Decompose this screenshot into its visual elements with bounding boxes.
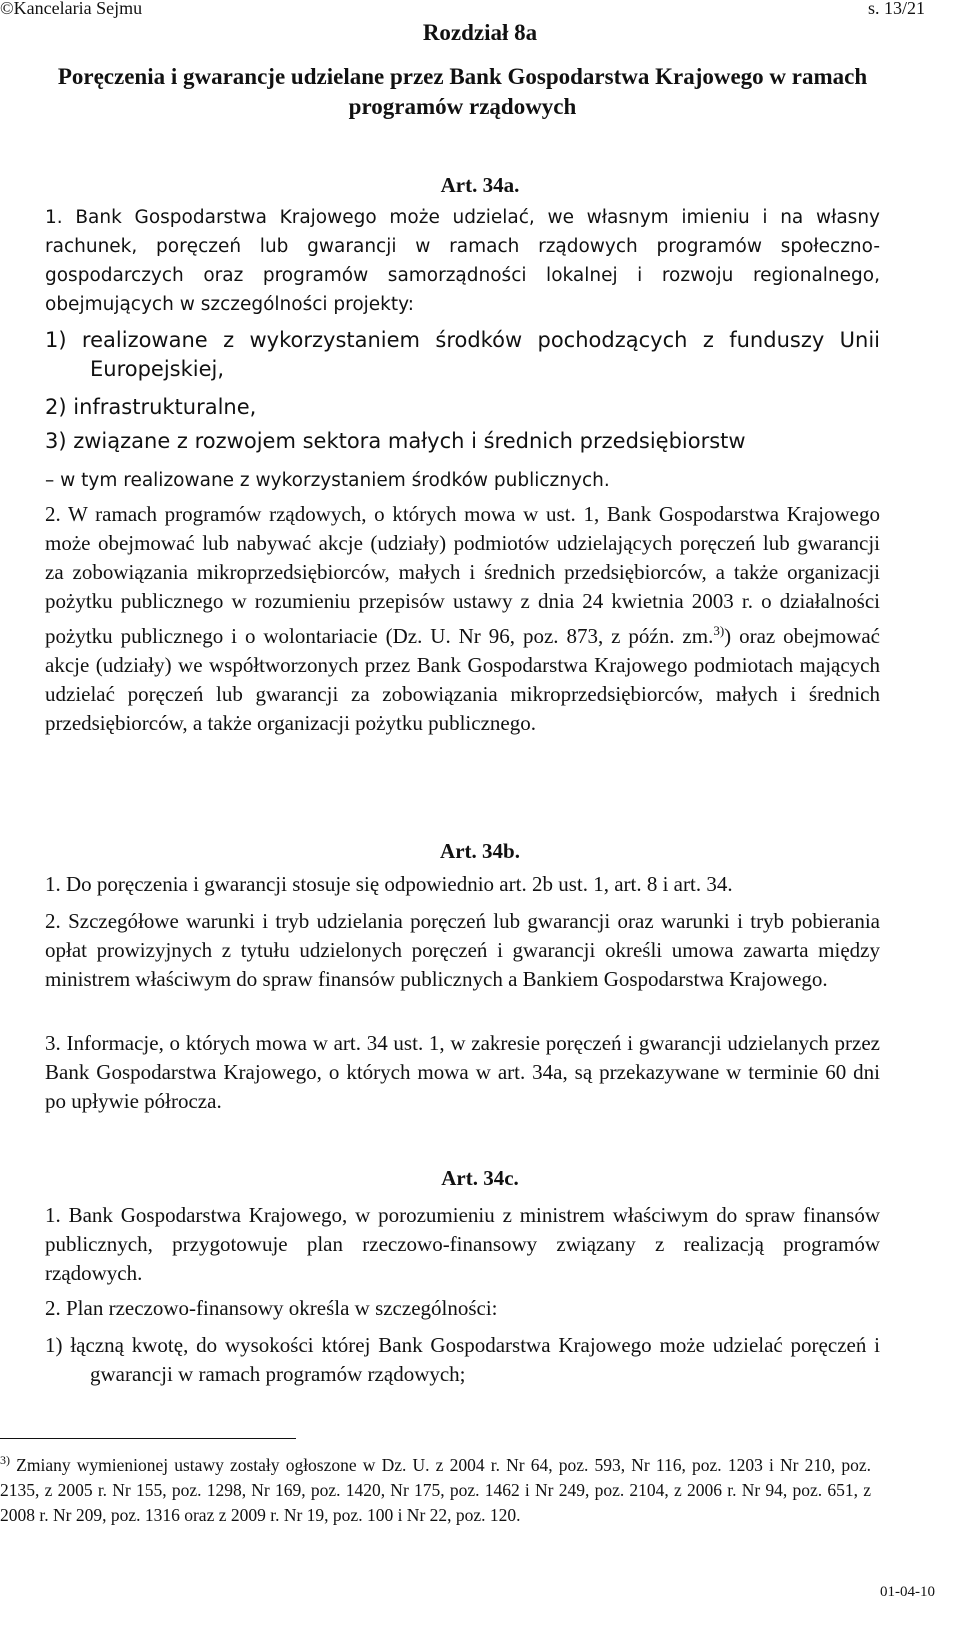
art-34a-item-1-text: 1) realizowane z wykorzystaniem środków pochodzących z funduszy Unii Europejskiej, xyxy=(45,328,880,381)
art-34a-para-1: 1. Bank Gospodarstwa Krajowego może udzielać, we własnym imieniu i na własny rachunek, poręczeń lub gwarancji w ramach rządowych programów społeczno-gospodarczych oraz programów samorządności lokalnej i rozwoju regionalnego, obejmujących w szczególności projekty: xyxy=(45,207,880,315)
art-34b-para-3: 3. Informacje, o których mowa w art. 34 ust. 1, w zakresie poręczeń i gwarancji udzielanych przez Bank Gospodarstwa Krajowego, o których mowa w art. 34a, są przekazywane w terminie 60 dni po upływie półrocza. xyxy=(45,1031,880,1113)
page-number: s. 13/21 xyxy=(867,0,925,18)
document-code: 01-04-10 xyxy=(880,1584,935,1600)
art-34c-heading: Art. 34c. xyxy=(441,1166,519,1190)
art-34a-tail: – w tym realizowane z wykorzystaniem środków publicznych. xyxy=(45,470,610,491)
art-34b-para-1: 1. Do poręczenia i gwarancji stosuje się odpowiednio art. 2b ust. 1, art. 8 i art. 34. xyxy=(45,872,733,896)
art-34a-para-2-a: 2. W ramach programów rządowych, o których mowa w ust. 1, Bank Gospodarstwa Krajowego może obejmować lub nabywać akcje (udziały) podmiotów udzielających poręczeń lub gwarancji za zobowiązania mikroprzedsiębiorców, małych i średnich przedsiębiorców, a także organizacji pożytku publicznego w rozumieniu przepisów ustawy z dnia 24 kwietnia 2003 r. o działalności pożytku publicznego i o wolontariacie (Dz. U. Nr 96, poz. 873, z późn. zm. xyxy=(45,502,880,648)
art-34a-heading: Art. 34a. xyxy=(440,173,520,197)
art-34a-item-1 xyxy=(45,326,880,384)
art-34b-para-2: 2. Szczegółowe warunki i tryb udzielania poręczeń lub gwarancji oraz warunki i tryb pobierania opłat prowizyjnych z tytułu udzielonych poręczeń i gwarancji określi umowa zawarta między ministrem właściwym do spraw finansów publicznych a Bankiem Gospodarstwa Krajowego. xyxy=(45,909,880,991)
art-34a-item-3 xyxy=(45,427,880,456)
art-34a-item-2 xyxy=(45,393,880,422)
chapter-subtitle: Poręczenia i gwarancje udzielane przez Bank Gospodarstwa Krajowego w ramach programów rządowych xyxy=(57,64,868,119)
art-34c-para-1: 1. Bank Gospodarstwa Krajowego, w porozumieniu z ministrem właściwym do spraw finansów publicznych, przygotowuje plan rzeczowo-finansowy związany z realizacją programów rządowych. xyxy=(45,1203,880,1285)
art-34a-para-2 xyxy=(45,500,880,738)
art-34c-para-2: 2. Plan rzeczowo-finansowy określa w szczególności: xyxy=(45,1296,498,1320)
art-34a-item-3-text: 3) związane z rozwojem sektora małych i średnich przedsiębiorstw xyxy=(45,429,746,453)
footnote-ref[interactable]: 3) xyxy=(713,623,725,638)
art-34a-item-2-text: 2) infrastrukturalne, xyxy=(45,395,257,419)
footnote-text: Zmiany wymienionej ustawy zostały ogłoszone w Dz. U. z 2004 r. Nr 64, poz. 593, Nr 116, poz. 1203 i Nr 210, poz. 2135, z 2005 r. Nr 155, poz. 1298, Nr 169, poz. 1420, Nr 175, poz. 1462 i Nr 249, poz. 2104, z 2006 r. Nr 94, poz. 651, z 2008 r. Nr 209, poz. 1316 oraz z 2009 r. Nr 19, poz. 100 i Nr 22, poz. 120. xyxy=(0,1454,871,1525)
art-34c-item-1 xyxy=(45,1331,880,1389)
chapter-title: Rozdział 8a xyxy=(422,20,538,45)
art-34a-para-2-b: ) oraz obejmować akcje (udziały) we współtworzonych przez Bank Gospodarstwa Krajowego podmiotach mających udzielać poręczeń lub gwarancji za zobowiązania mikroprzedsiębiorców, małych i średnich przedsiębiorców, a także organizacji pożytku publicznego. xyxy=(45,624,880,735)
footnote-mark: 3) xyxy=(0,1453,10,1467)
art-34c-item-1-text: 1) łączną kwotę, do wysokości której Bank Gospodarstwa Krajowego może udzielać poręczeń i gwarancji w ramach programów rządowych; xyxy=(45,1333,880,1386)
source-label: ©Kancelaria Sejmu xyxy=(0,0,143,18)
footnote-divider xyxy=(0,1438,296,1439)
art-34b-heading: Art. 34b. xyxy=(440,839,520,863)
footnote xyxy=(0,1448,871,1528)
